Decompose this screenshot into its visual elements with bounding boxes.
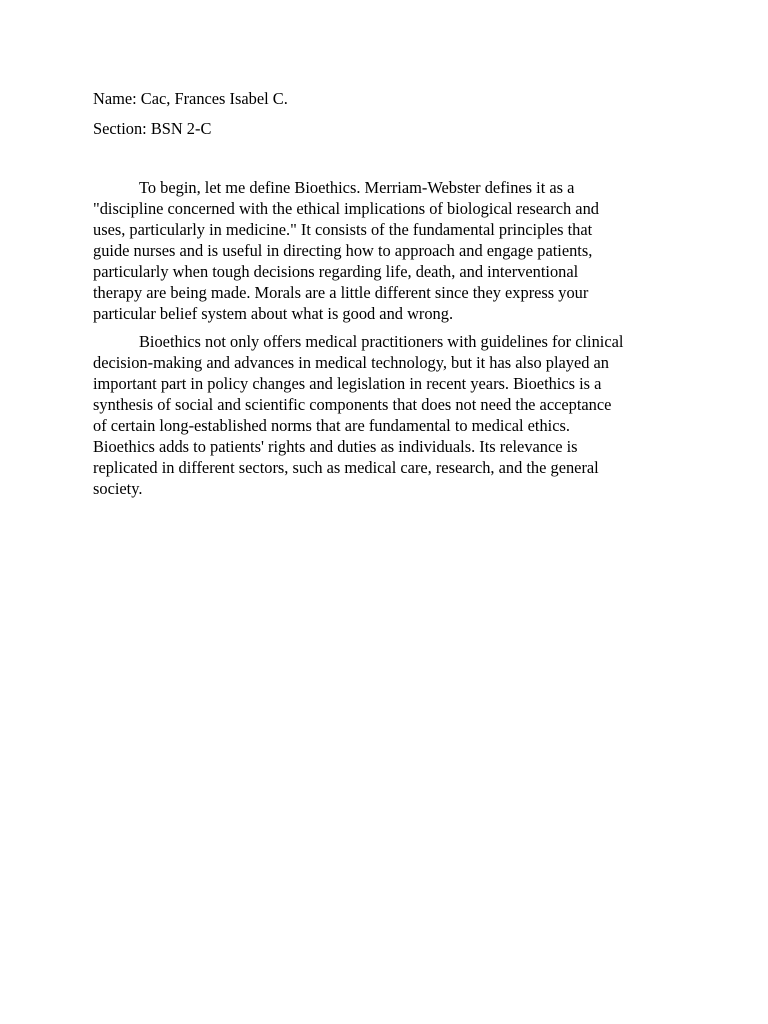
paragraph-line: Bioethics not only offers medical practitioners with guidelines for clinical [139, 332, 624, 351]
paragraph-line: of certain long-established norms that are fundamental to medical ethics. [93, 416, 570, 435]
paragraph-line: particularly when tough decisions regarding life, death, and interventional [93, 262, 579, 281]
paragraph-1 [93, 177, 663, 324]
paragraph-line: decision-making and advances in medical technology, but it has also played an [93, 353, 610, 372]
paragraph-2 [93, 331, 663, 499]
paragraph-line: "discipline concerned with the ethical implications of biological research and [93, 199, 599, 218]
student-section: Section: BSN 2-C [93, 119, 212, 138]
paragraph-line: Bioethics adds to patients' rights and duties as individuals. Its relevance is [93, 437, 578, 456]
student-name: Name: Cac, Frances Isabel C. [93, 89, 288, 108]
paragraph-line: particular belief system about what is good and wrong. [93, 304, 454, 323]
paragraph-line: To begin, let me define Bioethics. Merriam-Webster defines it as a [139, 178, 575, 197]
paragraph-line: uses, particularly in medicine." It consists of the fundamental principles that [93, 220, 593, 239]
paragraph-line: guide nurses and is useful in directing how to approach and engage patients, [93, 241, 593, 260]
paragraph-line: therapy are being made. Morals are a little different since they express your [93, 283, 589, 302]
paragraph-line: important part in policy changes and legislation in recent years. Bioethics is a [93, 374, 602, 393]
paragraph-line: synthesis of social and scientific components that does not need the acceptance [93, 395, 612, 414]
paragraph-line: society. [93, 479, 143, 498]
essay-body [93, 177, 663, 506]
paragraph-line: replicated in different sectors, such as medical care, research, and the general [93, 458, 599, 477]
